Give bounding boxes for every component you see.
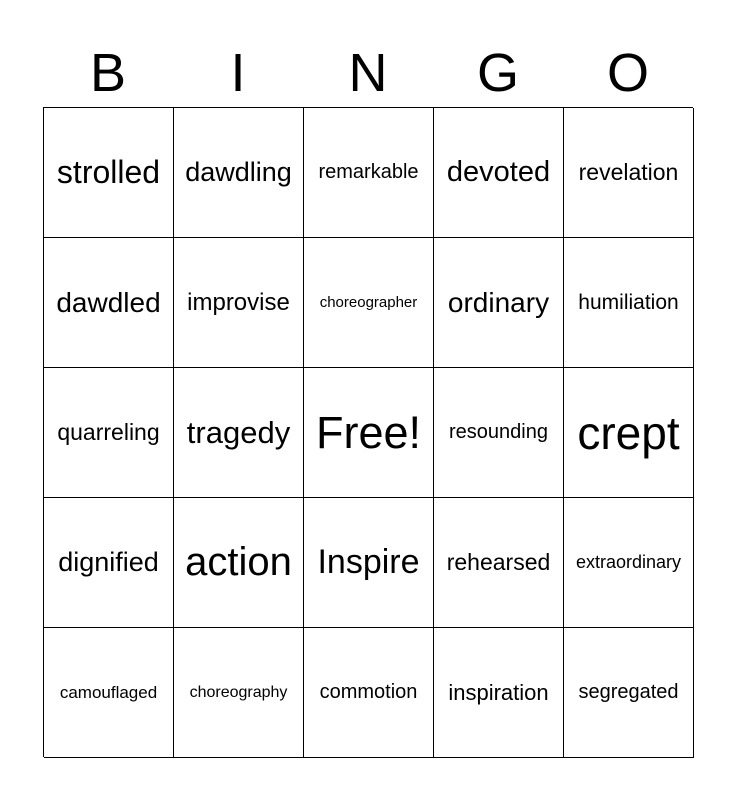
bingo-cell: segregated	[564, 628, 694, 758]
bingo-cell: humiliation	[564, 238, 694, 368]
bingo-cell: choreographer	[304, 238, 434, 368]
bingo-cell: ordinary	[434, 238, 564, 368]
header-letter-g: G	[476, 43, 519, 103]
header-letter-o: O	[606, 43, 649, 103]
bingo-cell: improvise	[174, 238, 304, 368]
free-space: Free!	[304, 368, 434, 498]
bingo-cell: commotion	[304, 628, 434, 758]
bingo-cell: extraordinary	[564, 498, 694, 628]
bingo-cell: rehearsed	[434, 498, 564, 628]
bingo-cell: revelation	[564, 108, 694, 238]
header-letter-i: I	[230, 43, 246, 103]
bingo-cell: devoted	[434, 108, 564, 238]
bingo-cell: camouflaged	[44, 628, 174, 758]
header-letter-b: B	[89, 43, 127, 103]
bingo-cell: inspiration	[434, 628, 564, 758]
bingo-header	[43, 40, 693, 106]
bingo-cell: tragedy	[174, 368, 304, 498]
bingo-cell: dawdled	[44, 238, 174, 368]
bingo-cell: strolled	[44, 108, 174, 238]
bingo-cell: quarreling	[44, 368, 174, 498]
bingo-cell: resounding	[434, 368, 564, 498]
bingo-cell: dawdling	[174, 108, 304, 238]
header-letter-n: N	[348, 43, 388, 103]
bingo-cell: crept	[564, 368, 694, 498]
bingo-grid	[43, 107, 693, 757]
bingo-cell: dignified	[44, 498, 174, 628]
bingo-cell: Inspire	[304, 498, 434, 628]
bingo-cell: choreography	[174, 628, 304, 758]
bingo-cell: action	[174, 498, 304, 628]
bingo-cell: remarkable	[304, 108, 434, 238]
